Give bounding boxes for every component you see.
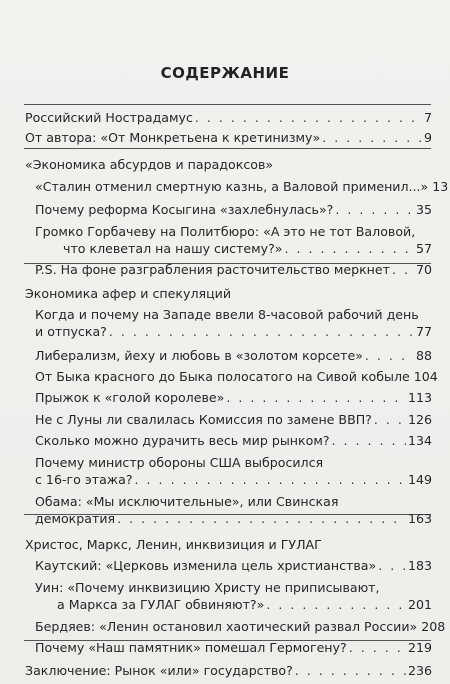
toc-entry[interactable] bbox=[35, 431, 432, 450]
toc-page-number: 88 bbox=[415, 348, 432, 363]
dot-leader bbox=[349, 638, 406, 657]
toc-entry-title: с 16-го этажа? bbox=[35, 472, 133, 487]
toc-entry-title: демократия bbox=[35, 511, 116, 526]
toc-entry-title: От автора: «От Монкретьена к кретинизму» bbox=[25, 130, 321, 145]
toc-page-number: 149 bbox=[407, 472, 432, 487]
toc-entry-title: Заключение: Рынок «или» государство? bbox=[25, 663, 293, 678]
toc-section[interactable] bbox=[25, 108, 432, 127]
toc-entry-title: Сколько можно дурачить весь мир рынком? bbox=[35, 433, 330, 448]
toc-page-number: 77 bbox=[415, 324, 432, 339]
page-title: СОДЕРЖАНИЕ bbox=[160, 64, 290, 82]
dot-leader bbox=[378, 556, 406, 575]
toc-page-number: 183 bbox=[407, 558, 432, 573]
toc-page-number: 134 bbox=[407, 433, 432, 448]
dot-leader bbox=[135, 470, 406, 489]
dot-leader bbox=[365, 346, 414, 365]
dot-leader bbox=[392, 260, 414, 279]
toc-page-number: 13 bbox=[432, 179, 449, 194]
toc-entry-title: От Быка красного до Быка полосатого на Сивой кобыле bbox=[35, 369, 410, 384]
toc-entry[interactable] bbox=[35, 200, 432, 219]
dot-leader bbox=[295, 661, 406, 680]
toc-page-number: 163 bbox=[407, 511, 432, 526]
dot-leader bbox=[285, 239, 414, 258]
dot-leader bbox=[335, 200, 414, 219]
toc-entry[interactable] bbox=[63, 239, 432, 258]
toc-page-number: 126 bbox=[407, 412, 432, 427]
toc-page-number: 219 bbox=[407, 640, 432, 655]
dot-leader bbox=[117, 509, 406, 528]
toc-entry[interactable] bbox=[35, 388, 432, 407]
toc-entry[interactable] bbox=[35, 509, 432, 528]
toc-page-number: 35 bbox=[415, 202, 432, 217]
dot-leader bbox=[226, 388, 406, 407]
toc-entry-title: Каутский: «Церковь изменила цель христианства» bbox=[35, 558, 377, 573]
toc-section[interactable] bbox=[25, 535, 432, 554]
toc-entry-title: Уин: «Почему инквизицию Христу не приписывают, bbox=[35, 580, 380, 595]
dot-leader bbox=[109, 322, 414, 341]
dot-leader bbox=[332, 431, 406, 450]
toc-entry[interactable] bbox=[35, 367, 438, 386]
toc-entry[interactable] bbox=[35, 346, 432, 365]
toc-entry-title: Когда и почему на Западе ввели 8-часовой рабочий день bbox=[35, 307, 419, 322]
toc-entry-title: Почему «Наш памятник» помешал Гермогену? bbox=[35, 640, 347, 655]
toc-entry-title: Либерализм, йеху и любовь в «золотом корсете» bbox=[35, 348, 363, 363]
toc-page-number: 201 bbox=[407, 597, 432, 612]
toc-entry-title: Российский Нострадамус bbox=[25, 110, 193, 125]
toc-entry[interactable] bbox=[35, 177, 449, 196]
toc-entry-title: «Экономика абсурдов и парадоксов» bbox=[25, 157, 274, 172]
toc-entry-title: «Сталин отменил смертную казнь, а Валовой применил...» bbox=[35, 179, 429, 194]
toc-entry[interactable] bbox=[35, 260, 432, 279]
toc-section[interactable] bbox=[25, 661, 432, 680]
toc-entry-title: что клеветал на нашу систему?» bbox=[63, 241, 283, 256]
toc-page-number: 57 bbox=[415, 241, 432, 256]
toc-entry-title: Почему министр обороны США выбросился bbox=[35, 455, 324, 470]
toc-entry-title: Громко Горбачеву на Политбюро: «А это не тот Валовой, bbox=[35, 224, 416, 239]
toc-page-number: 236 bbox=[407, 663, 432, 678]
toc-page-number: 7 bbox=[423, 110, 432, 125]
divider bbox=[24, 148, 431, 149]
toc-entry[interactable] bbox=[35, 410, 432, 429]
toc-section[interactable] bbox=[25, 155, 432, 174]
toc-entry-title: Экономика афер и спекуляций bbox=[25, 286, 232, 301]
dot-leader bbox=[322, 128, 422, 147]
toc-entry[interactable] bbox=[35, 556, 432, 575]
toc-entry-title: Не с Луны ли свалилась Комиссия по замене ВВП? bbox=[35, 412, 372, 427]
toc-entry-title: Почему реформа Косыгина «захлебнулась»? bbox=[35, 202, 334, 217]
toc-page-number: 70 bbox=[415, 262, 432, 277]
toc-page-number: 104 bbox=[413, 369, 438, 384]
toc-section[interactable] bbox=[25, 128, 432, 147]
toc-entry[interactable] bbox=[35, 470, 432, 489]
toc-section[interactable] bbox=[25, 284, 432, 303]
dot-leader bbox=[195, 108, 422, 127]
dot-leader bbox=[266, 595, 406, 614]
toc-entry-title: Обама: «Мы исключительные», или Свинская bbox=[35, 494, 339, 509]
toc-entry-title: P.S. На фоне разграбления расточительство меркнет bbox=[35, 262, 390, 277]
dot-leader bbox=[374, 410, 406, 429]
toc-page-number: 208 bbox=[421, 619, 446, 634]
toc-entry[interactable] bbox=[57, 595, 432, 614]
toc-entry-title: Прыжок к «голой королеве» bbox=[35, 390, 225, 405]
toc-entry[interactable] bbox=[35, 638, 432, 657]
toc-page-number: 9 bbox=[423, 130, 432, 145]
top-divider bbox=[24, 104, 431, 105]
toc-entry-title: Бердяев: «Ленин остановил хаотический развал России» bbox=[35, 619, 418, 634]
toc-entry[interactable] bbox=[35, 322, 432, 341]
toc-entry-title: и отпуска? bbox=[35, 324, 107, 339]
toc-entry[interactable] bbox=[35, 617, 446, 636]
toc-entry-title: Христос, Маркс, Ленин, инквизиция и ГУЛАГ bbox=[25, 537, 322, 552]
toc-entry-title: а Маркса за ГУЛАГ обвиняют?» bbox=[57, 597, 265, 612]
toc-page-number: 113 bbox=[407, 390, 432, 405]
